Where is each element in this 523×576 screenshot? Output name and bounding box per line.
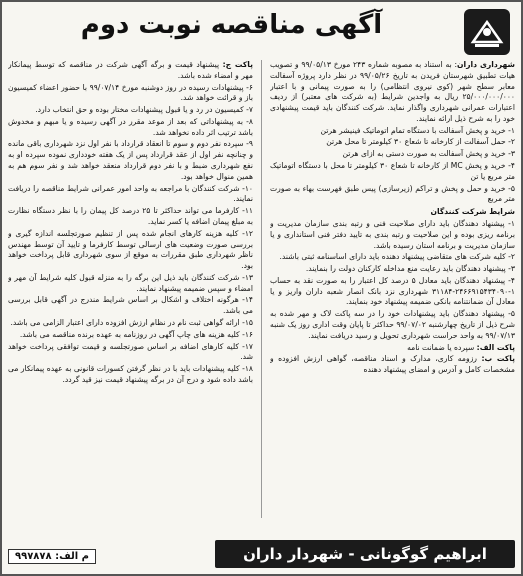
content-columns	[8, 60, 515, 518]
intro-text: به استناد به مصوبه شماره ۲۴۳ مورخ ۹۹/۰۵/۱۳ و تصویب هیات تطبیق شهرستان فریدن به تاریخ ۹۹/۰۵/۲۶ در نظر دارد پروژه آسفالت معابر سطح شهر (کوی نیروی انتظامی) را به صورت پیمانی و با اعتبار ۲۵/۰۰۰/۰۰۰/۰۰۰ ریال به واجدین شرایط (به شرکت های معتبر) از ردیف اعتبارات عمرانی شهرداری واگذار نماید. شرکت کنندگان باید قیمت پیشنهادی خود را به شرح ذیل ارائه نمایند.	[270, 60, 515, 123]
envelope-a-lead: پاکت الف:	[476, 342, 515, 352]
municipality-logo-icon	[463, 8, 511, 56]
list-item: ۱۳- شرکت کنندگان باید ذیل این برگه را به منزله قبول کلیه شرایط آن مهر و امضاء و سپس ضمیمه پیشنهاد نمایند.	[8, 272, 253, 293]
envelope-c-lead: پاکت ج:	[222, 60, 253, 69]
list-item: ۱۷- کلیه کارهای اضافه بر اساس صورتجلسه و قیمت توافقی پرداخت خواهد شد.	[8, 341, 253, 362]
list-item: ۵- خرید و حمل و پخش و تراکم (زیرسازی) پیس طبق فهرست بهاء به صورت متر مربع	[270, 183, 515, 204]
condition-item: ۳- پیشنهاد دهندگان باید رعایت منع مداخله کارکنان دولت را بنمایند.	[305, 264, 515, 274]
header	[6, 6, 517, 56]
footer	[8, 516, 515, 568]
intro-lead: شهرداری داران	[457, 60, 515, 69]
list-item: ۱۴- هرگونه اختلاف و اشکال بر اساس شرایط مندرج در آگهی قابل بررسی می باشد.	[8, 295, 253, 316]
list-item: ۱۶- کلیه هزینه های چاپ آگهی در روزنامه به عهده برنده مناقصه می باشد.	[19, 329, 253, 339]
conditions-title: شرایط شرکت کنندگان	[430, 207, 515, 217]
list-item: ۱۱- کارفرما می تواند حداکثر تا ۲۵ درصد کل پیمان را با نظر دستگاه نظارت به مبلغ پیمان اضافه یا کسر نماید.	[8, 206, 253, 226]
list-item: ۷- کمیسیون در رد و یا قبول پیشنهادات مختار بوده و حق انتخاب دارد.	[35, 105, 253, 115]
list-item: ۴- خرید و پخش MC از کارخانه تا شعاع ۳۰ کیلومتر تا محل با دستگاه اتوماتیک متر مربع یا تن	[270, 161, 515, 181]
condition-item: ۵- پیشنهاد دهندگان باید پیشنهادات خود را در سه پاکت لاک و مهر شده به شرح ذیل از تاریخ چهارشنبه ۹۹/۰۷/۰۲ حداکثر تا پایان وقت اداری روز یک شنبه ۹۹/۰۷/۱۳ به واحد حراست شهرداری تحویل و رسید دریافت نمایند.	[270, 309, 515, 340]
envelope-a	[270, 343, 515, 354]
envelope-c-text: پیشنهاد قیمت و برگه آگهی شرکت در مناقصه که توسط پیمانکار مهر و امضاء شده باشد.	[8, 60, 253, 80]
envelope-c	[8, 60, 253, 82]
list-item: ۹- سپرده نفر دوم و سوم تا انعقاد قرارداد با نفر اول نزد شهرداری باقی مانده و چنانچه نفر اول از عقد قرارداد پس از یک هفته خودداری نموده سپرده او به نفع شهرداری ضبط و با نفر دوم قرارداد منعقد خواهد شد و نفر سوم هم به همین منوال خواهد بود.	[8, 139, 253, 181]
signature-banner: ابراهیم گوگونانی - شهردار داران	[215, 540, 515, 568]
envelope-b	[270, 354, 515, 376]
list-item: ۸- به پیشنهاداتی که بعد از موعد مقرر در آگهی رسیده و یا مبهم و مخدوش باشد ترتیب اثر داده نخواهد شد.	[8, 116, 253, 137]
left-column	[8, 60, 253, 518]
list-item: ۶- پیشنهادات رسیده در روز دوشنبه مورخ ۹۹/۰۷/۱۴ با حضور اعضاء کمیسیون باز و قرائت خواهد شد.	[8, 82, 253, 103]
envelope-b-lead: پاکت ب:	[481, 354, 515, 364]
list-item: ۱۰- شرکت کنندگان با مراجعه به واحد امور عمرانی شرایط مناقصه را دریافت نمایند.	[8, 183, 253, 204]
condition-item: ۴- پیشنهاد دهندگان باید معادل ۵ درصد کل اعتبار را به صورت نقد به حساب ۱-۲۴۶۶۹۱۵۴۳۴۰۹۰-۳۱۱۸۴ شهرداری نزد بانک انصار شعبه داران واریز و یا معادل آن ضمانتنامه بانکی ضمیمه پیشنهاد خود بنمایند.	[270, 275, 515, 307]
intro-paragraph: شهرداری داران: به استناد به مصوبه شماره ۲۴۳ مورخ ۹۹/۰۵/۱۳ و تصویب هیات تطبیق شهرستان فریدن به تاریخ ۹۹/۰۵/۲۶ در نظر دارد پروژه آسفالت معابر سطح شهر (کوی نیروی انتظامی) را به صورت پیمانی و با اعتبار ۲۵/۰۰۰/۰۰۰/۰۰۰ ریال به واجدین شرایط (به شرکت های معتبر) از ردیف اعتبارات عمرانی شهرداری واگذار نماید. شرکت کنندگان باید قیمت پیشنهادی خود را به شرح ذیل ارائه نمایند.	[270, 60, 515, 123]
list-item: ۳- خرید و پخش آسفالت به صورت دستی به ازای هرتن	[342, 149, 515, 159]
list-item: ۱- خرید و پخش آسفالت با دستگاه تمام اتوماتیک فینیشر هرتن	[320, 125, 515, 135]
ad-code: م الف: ۹۹۷۸۷۸	[8, 549, 96, 564]
column-divider	[261, 60, 262, 518]
condition-item: ۲- کلیه شرکت های متقاضی پیشنهاد دهنده باید دارای اساسنامه ثبتی باشند.	[279, 252, 515, 262]
right-column	[270, 60, 515, 518]
list-item: ۲- حمل آسفالت از کارخانه تا شعاع ۳۰ کیلومتر تا محل هرتن	[326, 137, 515, 147]
list-item: ۱۲- کلیه هزینه کارهای انجام شده پس از تنظیم صورتجلسه اندازه گیری و بررسی صورت وضعیت های ارسالی توسط کارفرما و تایید آن توسط مهندس ناظر شهرداری طبق مقررات به موقع از سوی شهرداری قابل پرداخت خواهد بود.	[8, 228, 253, 271]
list-item: ۱۵- ارائه گواهی ثبت نام در نظام ارزش افزوده دارای اعتبار الزامی می باشد.	[10, 317, 253, 327]
condition-item: ۱- پیشنهاد دهندگان باید دارای صلاحیت فنی و رتبه بندی سازمان مدیریت و برنامه ریزی بوده و این صلاحیت و رتبه بندی به تایید دفتر فنی استانداری و یا سازمان مدیریت و برنامه استان رسیده باشد.	[270, 218, 515, 250]
envelope-a-text: سپرده یا ضمانت نامه	[407, 342, 475, 352]
page-title: آگهی مناقصه نوبت دوم	[80, 10, 383, 40]
list-item: ۱۸- کلیه پیشنهادات باید با در نظر گرفتن کسورات قانونی به عهده پیمانکار می باشد داده شود و درج آن در برگه پیشنهاد قیمت نیز قید گردد.	[8, 364, 253, 384]
envelope-b-text: رزومه کاری، مدارک و اسناد مناقصه، گواهی ارزش افزوده و مشخصات کامل و آدرس و امضای پیشنهاد دهنده	[270, 354, 515, 375]
